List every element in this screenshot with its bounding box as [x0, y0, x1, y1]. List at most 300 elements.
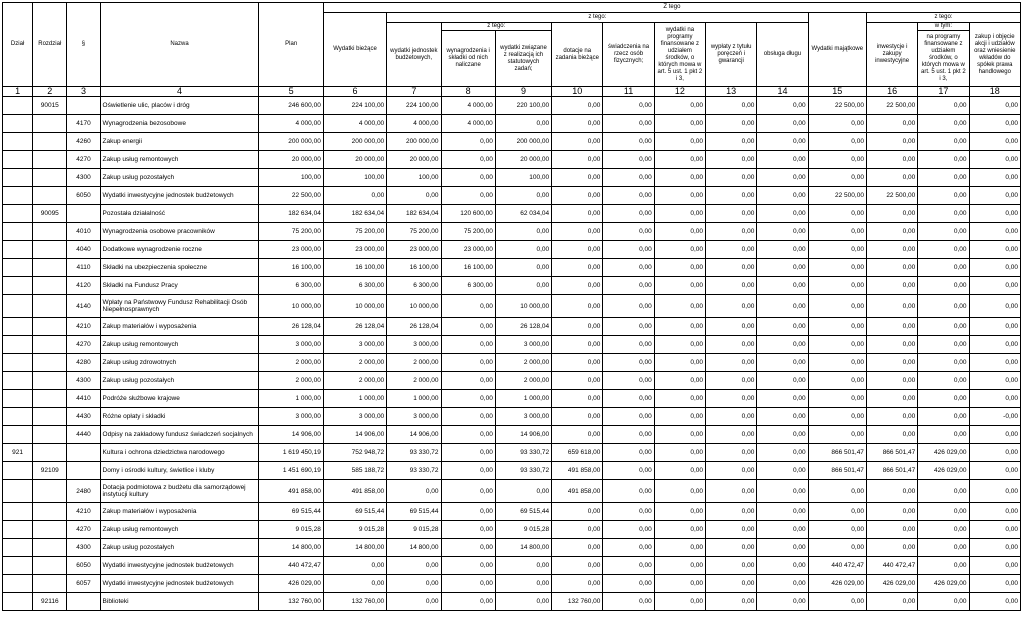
value-cell: 14 906,00 — [259, 426, 323, 444]
value-cell: 0,00 — [441, 133, 495, 151]
rozdzial-cell — [33, 503, 67, 521]
table-row — [3, 151, 1021, 169]
value-cell: 22 500,00 — [866, 97, 917, 115]
value-cell: 93 330,72 — [387, 462, 441, 480]
value-cell: 0,00 — [387, 557, 441, 575]
value-cell: 0,00 — [603, 390, 654, 408]
value-cell: 0,00 — [808, 295, 866, 318]
value-cell: 0,00 — [603, 133, 654, 151]
value-cell: 440 472,47 — [259, 557, 323, 575]
value-cell: 0,00 — [969, 151, 1020, 169]
dzial-cell — [3, 575, 33, 593]
value-cell: 0,00 — [757, 151, 808, 169]
value-cell: 0,00 — [866, 133, 917, 151]
value-cell: 14 906,00 — [323, 426, 386, 444]
value-cell: 0,00 — [757, 205, 808, 223]
value-cell: 0,00 — [706, 354, 757, 372]
header-z-tego-b: z tego: — [441, 23, 552, 31]
value-cell: 220 100,00 — [495, 97, 551, 115]
name-cell: Zakup usług remontowych — [100, 151, 259, 169]
value-cell: 0,00 — [969, 390, 1020, 408]
value-cell: 0,00 — [603, 318, 654, 336]
value-cell: 0,00 — [808, 372, 866, 390]
paragraf-cell — [67, 593, 100, 611]
value-cell: 100,00 — [495, 169, 551, 187]
value-cell: 0,00 — [654, 295, 705, 318]
value-cell: 0,00 — [757, 593, 808, 611]
value-cell: 0,00 — [757, 503, 808, 521]
value-cell: 0,00 — [918, 97, 969, 115]
value-cell: 0,00 — [969, 115, 1020, 133]
value-cell: 0,00 — [757, 444, 808, 462]
value-cell: 10 000,00 — [259, 295, 323, 318]
value-cell: 0,00 — [866, 354, 917, 372]
value-cell: 0,00 — [706, 539, 757, 557]
table-row — [3, 426, 1021, 444]
paragraf-cell — [67, 444, 100, 462]
value-cell: 0,00 — [918, 557, 969, 575]
value-cell: 14 906,00 — [387, 426, 441, 444]
rozdzial-cell — [33, 575, 67, 593]
value-cell: 200 000,00 — [259, 133, 323, 151]
value-cell: 6 300,00 — [259, 277, 323, 295]
value-cell: 0,00 — [757, 277, 808, 295]
value-cell: 0,00 — [969, 480, 1020, 503]
value-cell: 0,00 — [918, 205, 969, 223]
value-cell: 585 188,72 — [323, 462, 386, 480]
rozdzial-cell — [33, 444, 67, 462]
value-cell: 0,00 — [918, 187, 969, 205]
dzial-cell — [3, 151, 33, 169]
column-number: 5 — [259, 87, 323, 97]
name-cell: Zakup usług remontowych — [100, 521, 259, 539]
value-cell: 0,00 — [603, 593, 654, 611]
value-cell: 0,00 — [495, 259, 551, 277]
value-cell: 182 634,04 — [259, 205, 323, 223]
paragraf-cell: 4260 — [67, 133, 100, 151]
name-cell: Wynagrodzenia bezosobowe — [100, 115, 259, 133]
value-cell: 426 029,00 — [918, 444, 969, 462]
value-cell: 0,00 — [918, 169, 969, 187]
value-cell: 0,00 — [552, 426, 603, 444]
value-cell: 0,00 — [969, 169, 1020, 187]
rozdzial-cell — [33, 318, 67, 336]
table-row — [3, 133, 1021, 151]
name-cell: Zakup usług pozostałych — [100, 169, 259, 187]
value-cell: 0,00 — [757, 169, 808, 187]
value-cell: 0,00 — [495, 480, 551, 503]
column-number: 3 — [67, 87, 100, 97]
paragraf-cell: 4270 — [67, 336, 100, 354]
table-row — [3, 444, 1021, 462]
header-z-tego-a: z tego: — [387, 13, 808, 23]
value-cell: 0,00 — [654, 521, 705, 539]
value-cell: 75 200,00 — [323, 223, 386, 241]
paragraf-cell: 4300 — [67, 169, 100, 187]
dzial-cell — [3, 295, 33, 318]
value-cell: 0,00 — [495, 277, 551, 295]
name-cell: Dotacja podmiotowa z budżetu dla samorządowej instytucji kultury — [100, 480, 259, 503]
value-cell: 2 000,00 — [495, 354, 551, 372]
value-cell: 75 200,00 — [387, 223, 441, 241]
value-cell: 0,00 — [603, 277, 654, 295]
value-cell: 0,00 — [866, 295, 917, 318]
value-cell: -0,00 — [969, 408, 1020, 426]
column-number: 10 — [552, 87, 603, 97]
column-number: 4 — [100, 87, 259, 97]
table-row — [3, 575, 1021, 593]
value-cell: 4 000,00 — [323, 115, 386, 133]
value-cell: 6 300,00 — [387, 277, 441, 295]
paragraf-cell: 4140 — [67, 295, 100, 318]
value-cell: 0,00 — [603, 575, 654, 593]
rozdzial-cell — [33, 426, 67, 444]
column-number: 11 — [603, 87, 654, 97]
value-cell: 0,00 — [441, 539, 495, 557]
value-cell: 20 000,00 — [387, 151, 441, 169]
value-cell: 0,00 — [495, 575, 551, 593]
rozdzial-cell: 92116 — [33, 593, 67, 611]
value-cell: 1 000,00 — [387, 390, 441, 408]
value-cell: 0,00 — [706, 241, 757, 259]
dzial-cell — [3, 372, 33, 390]
value-cell: 6 300,00 — [441, 277, 495, 295]
value-cell: 0,00 — [706, 133, 757, 151]
name-cell: Zakup usług remontowych — [100, 336, 259, 354]
value-cell: 0,00 — [866, 151, 917, 169]
header-z-tego: Z tego — [323, 3, 1020, 13]
value-cell: 0,00 — [706, 408, 757, 426]
value-cell: 22 500,00 — [259, 187, 323, 205]
value-cell: 0,00 — [969, 97, 1020, 115]
value-cell: 93 330,72 — [495, 444, 551, 462]
value-cell: 93 330,72 — [495, 462, 551, 480]
value-cell: 4 000,00 — [387, 115, 441, 133]
value-cell: 100,00 — [387, 169, 441, 187]
value-cell: 0,00 — [757, 241, 808, 259]
value-cell: 0,00 — [552, 539, 603, 557]
value-cell: 26 128,04 — [387, 318, 441, 336]
value-cell: 0,00 — [969, 426, 1020, 444]
name-cell: Wydatki inwestycyjne jednostek budżetowych — [100, 187, 259, 205]
value-cell: 3 000,00 — [259, 408, 323, 426]
value-cell: 659 618,00 — [552, 444, 603, 462]
value-cell: 93 330,72 — [387, 444, 441, 462]
value-cell: 0,00 — [603, 408, 654, 426]
value-cell: 1 000,00 — [495, 390, 551, 408]
value-cell: 0,00 — [706, 223, 757, 241]
value-cell: 0,00 — [495, 593, 551, 611]
dzial-cell — [3, 205, 33, 223]
paragraf-cell: 2480 — [67, 480, 100, 503]
value-cell: 14 800,00 — [495, 539, 551, 557]
table-row — [3, 241, 1021, 259]
value-cell: 0,00 — [866, 426, 917, 444]
value-cell: 0,00 — [603, 372, 654, 390]
column-number: 12 — [654, 87, 705, 97]
value-cell: 0,00 — [552, 575, 603, 593]
value-cell: 0,00 — [387, 593, 441, 611]
header-obsluga: obsługa długu — [757, 23, 808, 87]
rozdzial-cell — [33, 480, 67, 503]
value-cell: 0,00 — [654, 259, 705, 277]
dzial-cell — [3, 336, 33, 354]
table-row — [3, 259, 1021, 277]
value-cell: 0,00 — [918, 241, 969, 259]
value-cell: 0,00 — [323, 557, 386, 575]
value-cell: 0,00 — [918, 521, 969, 539]
value-cell: 132 760,00 — [323, 593, 386, 611]
dzial-cell — [3, 277, 33, 295]
value-cell: 0,00 — [969, 503, 1020, 521]
value-cell: 0,00 — [603, 205, 654, 223]
value-cell: 0,00 — [757, 390, 808, 408]
value-cell: 0,00 — [757, 480, 808, 503]
value-cell: 0,00 — [808, 521, 866, 539]
value-cell: 0,00 — [552, 408, 603, 426]
value-cell: 426 029,00 — [866, 575, 917, 593]
value-cell: 0,00 — [552, 372, 603, 390]
value-cell: 0,00 — [654, 223, 705, 241]
value-cell: 0,00 — [441, 318, 495, 336]
value-cell: 0,00 — [808, 503, 866, 521]
value-cell: 0,00 — [866, 480, 917, 503]
value-cell: 9 015,28 — [323, 521, 386, 539]
value-cell: 491 858,00 — [259, 480, 323, 503]
value-cell: 0,00 — [808, 151, 866, 169]
value-cell: 75 200,00 — [259, 223, 323, 241]
value-cell: 0,00 — [918, 115, 969, 133]
value-cell: 0,00 — [654, 241, 705, 259]
header-dzial: Dział — [3, 3, 33, 87]
rozdzial-cell — [33, 539, 67, 557]
value-cell: 0,00 — [866, 318, 917, 336]
value-cell: 0,00 — [808, 277, 866, 295]
value-cell: 0,00 — [552, 223, 603, 241]
value-cell: 200 000,00 — [323, 133, 386, 151]
value-cell: 3 000,00 — [323, 408, 386, 426]
rozdzial-cell — [33, 241, 67, 259]
value-cell: 0,00 — [654, 133, 705, 151]
value-cell: 0,00 — [495, 115, 551, 133]
value-cell: 23 000,00 — [441, 241, 495, 259]
value-cell: 14 800,00 — [259, 539, 323, 557]
value-cell: 0,00 — [757, 318, 808, 336]
value-cell: 0,00 — [757, 557, 808, 575]
dzial-cell — [3, 187, 33, 205]
paragraf-cell — [67, 97, 100, 115]
value-cell: 0,00 — [441, 426, 495, 444]
table-row — [3, 390, 1021, 408]
value-cell: 0,00 — [969, 241, 1020, 259]
value-cell: 0,00 — [603, 295, 654, 318]
column-number: 7 — [387, 87, 441, 97]
value-cell: 0,00 — [706, 169, 757, 187]
column-number: 8 — [441, 87, 495, 97]
value-cell: 4 000,00 — [441, 97, 495, 115]
name-cell: Pozostała działalność — [100, 205, 259, 223]
value-cell: 0,00 — [918, 133, 969, 151]
value-cell: 0,00 — [441, 295, 495, 318]
value-cell: 0,00 — [706, 295, 757, 318]
value-cell: 0,00 — [552, 97, 603, 115]
value-cell: 23 000,00 — [259, 241, 323, 259]
rozdzial-cell — [33, 133, 67, 151]
dzial-cell — [3, 97, 33, 115]
value-cell: 0,00 — [706, 115, 757, 133]
column-number: 2 — [33, 87, 67, 97]
value-cell: 0,00 — [918, 408, 969, 426]
value-cell: 0,00 — [706, 575, 757, 593]
rozdzial-cell — [33, 336, 67, 354]
rozdzial-cell — [33, 372, 67, 390]
dzial-cell — [3, 503, 33, 521]
value-cell: 0,00 — [757, 115, 808, 133]
value-cell: 2 000,00 — [495, 372, 551, 390]
table-row — [3, 521, 1021, 539]
value-cell: 2 000,00 — [323, 372, 386, 390]
value-cell: 9 015,28 — [259, 521, 323, 539]
table-row — [3, 557, 1021, 575]
table-row — [3, 336, 1021, 354]
value-cell: 182 634,04 — [387, 205, 441, 223]
value-cell: 0,00 — [603, 336, 654, 354]
value-cell: 0,00 — [757, 426, 808, 444]
value-cell: 0,00 — [757, 336, 808, 354]
value-cell: 0,00 — [552, 390, 603, 408]
dzial-cell — [3, 521, 33, 539]
dzial-cell — [3, 169, 33, 187]
value-cell: 0,00 — [808, 593, 866, 611]
value-cell: 0,00 — [757, 354, 808, 372]
value-cell: 0,00 — [495, 187, 551, 205]
table-row — [3, 97, 1021, 115]
value-cell: 0,00 — [323, 187, 386, 205]
value-cell: 0,00 — [969, 318, 1020, 336]
value-cell: 132 760,00 — [552, 593, 603, 611]
value-cell: 0,00 — [808, 390, 866, 408]
value-cell: 491 858,00 — [552, 462, 603, 480]
value-cell: 0,00 — [552, 169, 603, 187]
value-cell: 0,00 — [654, 318, 705, 336]
value-cell: 0,00 — [552, 205, 603, 223]
value-cell: 0,00 — [603, 115, 654, 133]
value-cell: 10 000,00 — [323, 295, 386, 318]
table-row — [3, 115, 1021, 133]
value-cell: 16 100,00 — [387, 259, 441, 277]
value-cell: 0,00 — [969, 295, 1020, 318]
name-cell: Zakup energii — [100, 133, 259, 151]
name-cell: Składki na ubezpieczenia społeczne — [100, 259, 259, 277]
name-cell: Wynagrodzenia osobowe pracowników — [100, 223, 259, 241]
value-cell: 0,00 — [323, 575, 386, 593]
value-cell: 0,00 — [603, 354, 654, 372]
paragraf-cell: 6050 — [67, 187, 100, 205]
value-cell: 0,00 — [552, 133, 603, 151]
value-cell: 0,00 — [808, 408, 866, 426]
value-cell: 0,00 — [969, 444, 1020, 462]
value-cell: 0,00 — [969, 133, 1020, 151]
value-cell: 3 000,00 — [259, 336, 323, 354]
header-wydatki-jednostek: wydatki jednostek budżetowych, — [387, 23, 441, 87]
value-cell: 0,00 — [441, 444, 495, 462]
value-cell: 2 000,00 — [387, 354, 441, 372]
value-cell: 0,00 — [552, 187, 603, 205]
value-cell: 0,00 — [757, 295, 808, 318]
value-cell: 0,00 — [654, 557, 705, 575]
value-cell: 0,00 — [654, 115, 705, 133]
value-cell: 0,00 — [654, 426, 705, 444]
value-cell: 0,00 — [757, 223, 808, 241]
value-cell: 0,00 — [441, 503, 495, 521]
value-cell: 0,00 — [969, 354, 1020, 372]
rozdzial-cell — [33, 151, 67, 169]
paragraf-cell: 4270 — [67, 521, 100, 539]
table-row — [3, 503, 1021, 521]
header-inwestycje: inwestycje i zakupy inwestycyjne — [866, 23, 917, 87]
value-cell: 26 128,04 — [259, 318, 323, 336]
name-cell: Różne opłaty i składki — [100, 408, 259, 426]
value-cell: 0,00 — [918, 151, 969, 169]
value-cell: 0,00 — [552, 318, 603, 336]
value-cell: 0,00 — [808, 115, 866, 133]
value-cell: 0,00 — [808, 354, 866, 372]
value-cell: 0,00 — [441, 408, 495, 426]
value-cell: 0,00 — [969, 205, 1020, 223]
rozdzial-cell — [33, 115, 67, 133]
value-cell: 0,00 — [706, 277, 757, 295]
value-cell: 3 000,00 — [387, 336, 441, 354]
dzial-cell — [3, 480, 33, 503]
rozdzial-cell — [33, 295, 67, 318]
value-cell: 0,00 — [808, 539, 866, 557]
value-cell: 224 100,00 — [323, 97, 386, 115]
column-number: 16 — [866, 87, 917, 97]
value-cell: 100,00 — [259, 169, 323, 187]
value-cell: 0,00 — [706, 462, 757, 480]
value-cell: 0,00 — [552, 336, 603, 354]
value-cell: 69 515,44 — [387, 503, 441, 521]
dzial-cell — [3, 354, 33, 372]
value-cell: 26 128,04 — [495, 318, 551, 336]
value-cell: 0,00 — [603, 223, 654, 241]
value-cell: 0,00 — [706, 503, 757, 521]
column-number: 6 — [323, 87, 386, 97]
value-cell: 0,00 — [969, 593, 1020, 611]
value-cell: 0,00 — [441, 169, 495, 187]
value-cell: 0,00 — [441, 354, 495, 372]
value-cell: 16 100,00 — [441, 259, 495, 277]
dzial-cell — [3, 593, 33, 611]
paragraf-cell: 6050 — [67, 557, 100, 575]
value-cell: 0,00 — [918, 277, 969, 295]
value-cell: 0,00 — [969, 557, 1020, 575]
value-cell: 22 500,00 — [808, 97, 866, 115]
value-cell: 0,00 — [654, 277, 705, 295]
value-cell: 0,00 — [918, 372, 969, 390]
value-cell: 0,00 — [552, 503, 603, 521]
dzial-cell — [3, 426, 33, 444]
value-cell: 0,00 — [969, 277, 1020, 295]
value-cell: 0,00 — [441, 557, 495, 575]
dzial-cell — [3, 557, 33, 575]
value-cell: 0,00 — [603, 444, 654, 462]
value-cell: 0,00 — [441, 372, 495, 390]
header-dotacje: dotacje na zadania bieżące — [552, 23, 603, 87]
value-cell: 0,00 — [969, 336, 1020, 354]
header-wydatki-majatkowe: Wydatki majątkowe — [808, 13, 866, 87]
header-wyplaty: wypłaty z tytułu poręczeń i gwarancji — [706, 23, 757, 87]
